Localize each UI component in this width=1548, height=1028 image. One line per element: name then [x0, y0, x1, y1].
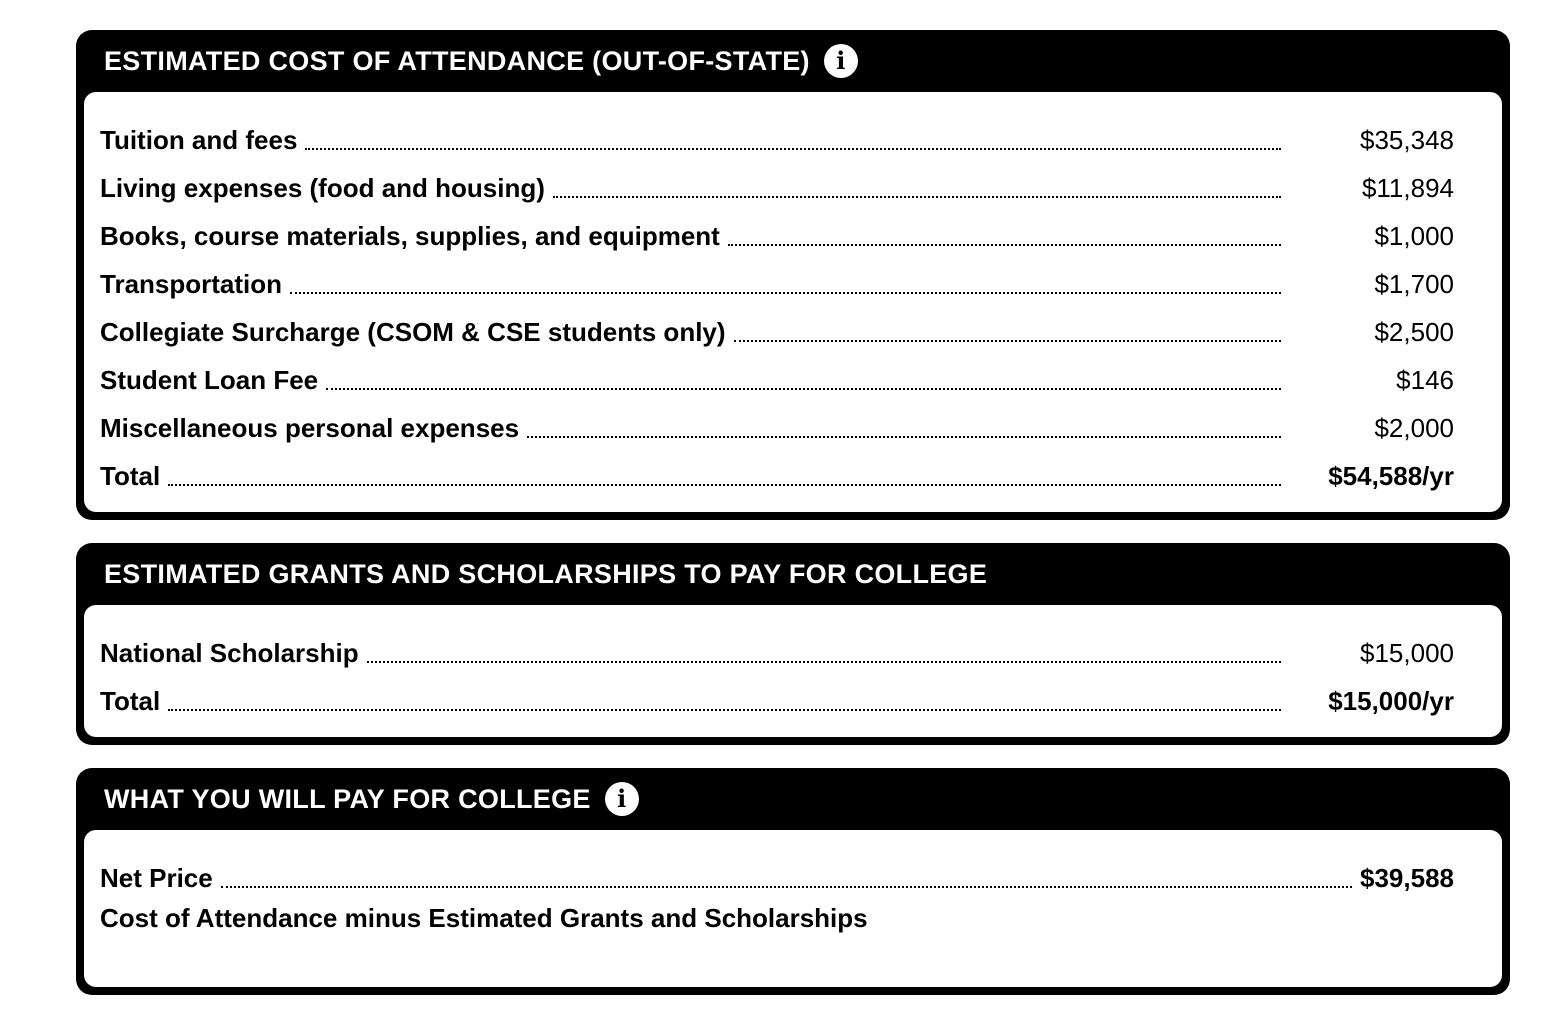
- dotted-leader: [168, 709, 1281, 711]
- line-item-label: Total: [100, 686, 161, 716]
- line-item-value: $39,588: [1360, 863, 1454, 893]
- line-item-row: [100, 308, 1454, 356]
- line-item-value: $35,348: [1360, 125, 1454, 155]
- dotted-leader: [305, 148, 1281, 150]
- info-glyph: i: [617, 784, 627, 813]
- dotted-leader: [527, 436, 1281, 438]
- dotted-leader: [734, 340, 1281, 342]
- section-body: [84, 92, 1502, 512]
- dotted-leader: [168, 484, 1281, 486]
- line-item-value: $2,500: [1374, 317, 1454, 347]
- dotted-leader: [326, 388, 1281, 390]
- line-item-row: [100, 677, 1454, 725]
- section-what-you-will-pay: [76, 768, 1510, 995]
- line-item-label: Transportation: [100, 269, 283, 299]
- line-item-row: [100, 452, 1454, 500]
- line-item-row: [100, 212, 1454, 260]
- line-item-value: $1,700: [1374, 269, 1454, 299]
- line-item-value: $146: [1396, 365, 1454, 395]
- info-glyph: i: [836, 46, 846, 75]
- line-item-value: $11,894: [1361, 173, 1454, 203]
- line-item-label: Living expenses (food and housing): [100, 173, 545, 203]
- section-title: WHAT YOU WILL PAY FOR COLLEGE: [104, 783, 591, 814]
- dotted-leader: [553, 196, 1281, 198]
- line-item-value: $2,000: [1374, 413, 1454, 443]
- line-item-label: Net Price: [100, 863, 213, 893]
- line-item-label: National Scholarship: [100, 638, 359, 668]
- line-item-row: [100, 629, 1454, 677]
- line-item-row: [100, 404, 1454, 452]
- line-item-value: $15,000: [1360, 638, 1454, 668]
- dotted-leader: [728, 244, 1281, 246]
- line-item-row: [100, 164, 1454, 212]
- line-item-row: [100, 356, 1454, 404]
- line-item-label: Tuition and fees: [100, 125, 298, 155]
- section-body: [84, 605, 1502, 737]
- line-item-label: Miscellaneous personal expenses: [100, 413, 520, 443]
- line-item-row: [100, 116, 1454, 164]
- line-item-value: $1,000: [1374, 221, 1454, 251]
- dotted-leader: [367, 661, 1281, 663]
- dotted-leader: [221, 886, 1352, 888]
- dotted-leader: [290, 292, 1281, 294]
- section-estimated-grants-and-scholarships: [76, 543, 1510, 745]
- line-item-value: $54,588/yr: [1328, 461, 1454, 491]
- section-header: [76, 768, 1510, 830]
- line-item-label: Total: [100, 461, 161, 491]
- section-body: [84, 830, 1502, 987]
- line-item-label: Student Loan Fee: [100, 365, 319, 395]
- line-item-description: Cost of Attendance minus Estimated Grants and Scholarships: [100, 903, 868, 933]
- info-circle-icon[interactable]: [824, 44, 858, 78]
- section-header: [76, 30, 1510, 92]
- line-item-label: Books, course materials, supplies, and equipment: [100, 221, 720, 251]
- line-item-row: [100, 854, 1454, 935]
- section-estimated-cost-of-attendance: [76, 30, 1510, 520]
- section-title: ESTIMATED GRANTS AND SCHOLARSHIPS TO PAY FOR COLLEGE: [104, 558, 988, 589]
- line-item-value: $15,000/yr: [1328, 686, 1454, 716]
- section-title: ESTIMATED COST OF ATTENDANCE (OUT-OF-STATE): [104, 45, 810, 76]
- info-circle-icon[interactable]: [605, 782, 639, 816]
- section-header: [76, 543, 1510, 605]
- line-item-row: [100, 260, 1454, 308]
- line-item-label: Collegiate Surcharge (CSOM & CSE students only): [100, 317, 726, 347]
